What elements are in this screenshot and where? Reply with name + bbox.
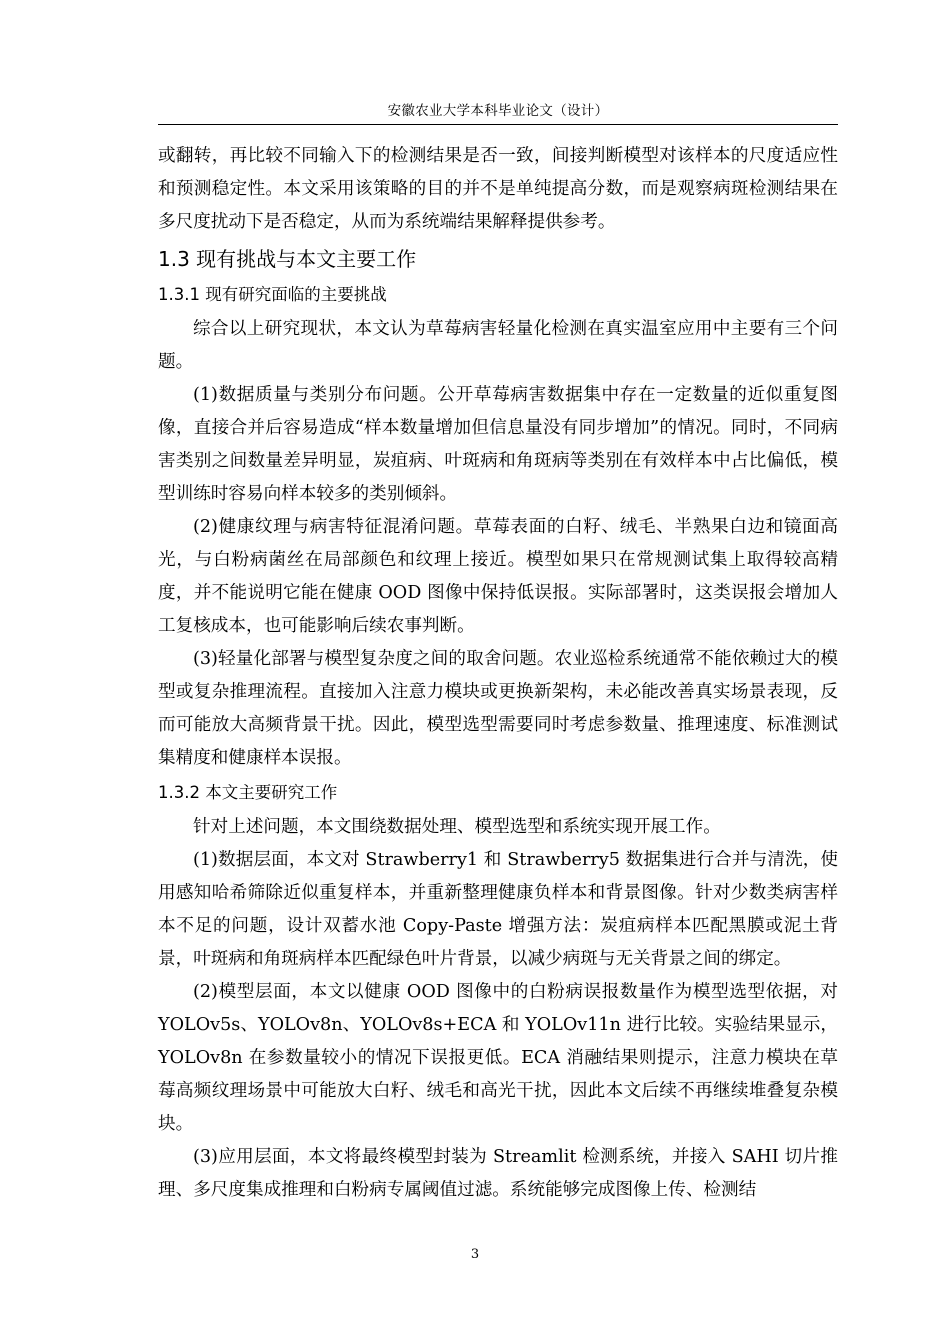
paragraph-work-3: (3)应用层面，本文将最终模型封装为 Streamlit 检测系统，并接入 SAHI 切片推理、多尺度集成推理和白粉病专属阈值过滤。系统能够完成图像上传、检测结 (158, 1147, 838, 1200)
running-header: 安徽农业大学本科毕业论文（设计） (387, 103, 609, 119)
paragraph-work-1: (1)数据层面，本文对 Strawberry1 和 Strawberry5 数据集进行合并与清洗，使用感知哈希筛除近似重复样本，并重新整理健康负样本和背景图像。针对少数类病害样本不足的问题，设计双蓄水池 Copy-Paste 增强方法：炭疽病样本匹配黑膜或泥土背景，叶斑病和角斑病样本匹配绿色叶片背景，以减少病斑与无关背景之间的绑定。 (158, 850, 838, 969)
paragraph-challenge-3: (3)轻量化部署与模型复杂度之间的取舍问题。农业巡检系统通常不能依赖过大的模型或复杂推理流程。直接加入注意力模块或更换新架构，未必能改善真实场景表现，反而可能放大高频背景干扰。因此，模型选型需要同时考虑参数量、推理速度、标准测试集精度和健康样本误报。 (158, 649, 838, 768)
subsection-heading-1-3-2: 1.3.2 本文主要研究工作 (158, 783, 338, 802)
subsection-heading-1-3-1: 1.3.1 现有研究面临的主要挑战 (158, 285, 387, 304)
paragraph-intro: 综合以上研究现状，本文认为草莓病害轻量化检测在真实温室应用中主要有三个问题。 (158, 319, 838, 372)
paragraph-challenge-1: (1)数据质量与类别分布问题。公开草莓病害数据集中存在一定数量的近似重复图像，直接合并后容易造成“样本数量增加但信息量没有同步增加”的情况。同时，不同病害类别之间数量差异明显，炭疽病、叶斑病和角斑病等类别在有效样本中占比偏低，模型训练时容易向样本较多的类别倾斜。 (158, 385, 838, 504)
paragraph-challenge-2: (2)健康纹理与病害特征混淆问题。草莓表面的白籽、绒毛、半熟果白边和镜面高光，与白粉病菌丝在局部颜色和纹理上接近。模型如果只在常规测试集上取得较高精度，并不能说明它能在健康 OOD 图像中保持低误报。实际部署时，这类误报会增加人工复核成本，也可能影响后续农事判断。 (158, 517, 838, 636)
paragraph-work-2: (2)模型层面，本文以健康 OOD 图像中的白粉病误报数量作为模型选型依据，对 YOLOv5s、YOLOv8n、YOLOv8s+ECA 和 YOLOv11n 进行比较。实验结果显示，YOLOv8n 在参数量较小的情况下误报更低。ECA 消融结果则提示，注意力模块在草莓高频纹理场景中可能放大白籽、绒毛和高光干扰，因此本文后续不再继续堆叠复杂模块。 (158, 982, 838, 1134)
paragraph-work-intro: 针对上述问题，本文围绕数据处理、模型选型和系统实现开展工作。 (193, 817, 721, 837)
page-body (158, 140, 838, 1207)
header-rule (158, 124, 838, 125)
page-number: 3 (470, 1247, 480, 1262)
section-heading-1-3: 1.3 现有挑战与本文主要工作 (158, 247, 417, 271)
paragraph-continued: 或翻转，再比较不同输入下的检测结果是否一致，间接判断模型对该样本的尺度适应性和预测稳定性。本文采用该策略的目的并不是单纯提高分数，而是观察病斑检测结果在多尺度扰动下是否稳定，从而为系统端结果解释提供参考。 (158, 146, 838, 232)
